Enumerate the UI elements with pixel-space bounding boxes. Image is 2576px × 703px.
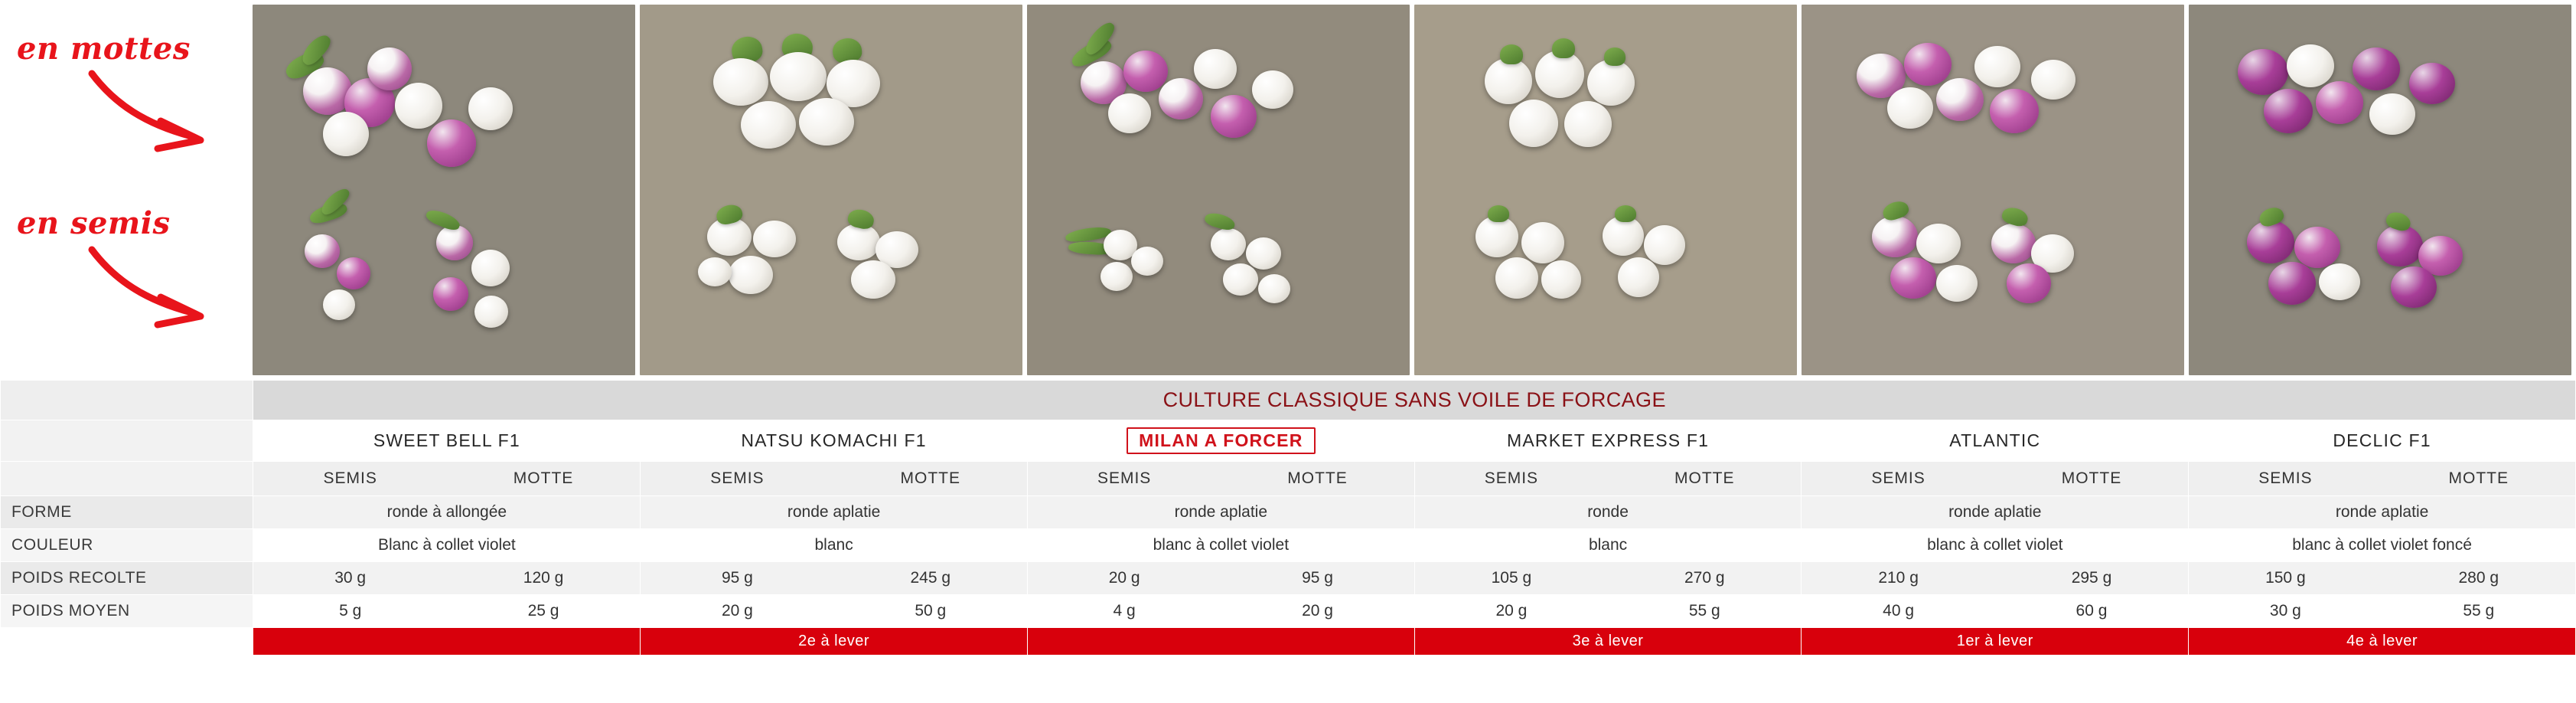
variety-label: NATSU KOMACHI F1 (741, 430, 927, 450)
cell-value: ronde à allongée (386, 503, 507, 521)
cell-value-motte: 295 g (2071, 569, 2112, 587)
mode-header-2 (641, 462, 1028, 496)
table-row-forme (1, 496, 2576, 529)
mode-motte: MOTTE (1287, 469, 1348, 487)
cell-value-semis: 95 g (721, 569, 753, 587)
cell-value: blanc (814, 536, 853, 554)
cell-value-motte: 270 g (1684, 569, 1725, 587)
cell-value-semis: 5 g (339, 602, 362, 620)
poids-moyen-4 (1414, 595, 1802, 628)
cell-value-semis: 20 g (1108, 569, 1140, 587)
comparison-table (0, 380, 2576, 703)
row-label-couleur: COULEUR (1, 529, 253, 562)
cell-value: blanc à collet violet (1153, 536, 1290, 554)
poids-moyen-3 (1027, 595, 1414, 628)
annotation-en-semis: en semis (17, 205, 171, 241)
poids-moyen-5 (1802, 595, 2189, 628)
couleur-6 (2189, 529, 2576, 562)
cell-value-semis: 20 g (1495, 602, 1528, 620)
mode-semis: SEMIS (323, 469, 377, 487)
footer-rank-6: 4e à lever (2189, 628, 2576, 656)
mode-motte: MOTTE (900, 469, 961, 487)
forme-2 (641, 496, 1028, 529)
poids-moyen-2 (641, 595, 1028, 628)
variety-name-3 (1027, 420, 1414, 462)
cell-value-semis: 40 g (1883, 602, 1915, 620)
cell-value: blanc (1588, 536, 1628, 554)
poids-recolte-3 (1027, 562, 1414, 595)
cell-value-semis: 150 g (2265, 569, 2306, 587)
mode-semis: SEMIS (1097, 469, 1152, 487)
couleur-1 (253, 529, 641, 562)
cell-value: blanc à collet violet foncé (2292, 536, 2472, 554)
forme-4 (1414, 496, 1802, 529)
cell-value-motte: 20 g (1302, 602, 1333, 620)
cell-value: ronde (1587, 503, 1629, 521)
variety-name-6 (2189, 420, 2576, 462)
cell-value-semis: 30 g (2269, 602, 2301, 620)
cell-value-motte: 95 g (1302, 569, 1333, 587)
photo-market-express (1414, 5, 1797, 375)
footer-rank-3 (1027, 628, 1414, 656)
variety-row-spacer (1, 420, 253, 462)
poids-moyen-1 (253, 595, 641, 628)
variety-label-highlighted: MILAN A FORCER (1127, 427, 1315, 454)
arrow-down-right-icon (84, 67, 230, 159)
cell-value: ronde aplatie (787, 503, 881, 521)
cell-value-motte: 245 g (910, 569, 951, 587)
mode-header-5 (1802, 462, 2189, 496)
cell-value-motte: 25 g (527, 602, 559, 620)
cell-value: ronde aplatie (2335, 503, 2429, 521)
cell-value-semis: 30 g (334, 569, 367, 587)
variety-label: MARKET EXPRESS F1 (1507, 430, 1710, 450)
mode-semis: SEMIS (1871, 469, 1925, 487)
poids-recolte-6 (2189, 562, 2576, 595)
forme-6 (2189, 496, 2576, 529)
forme-3 (1027, 496, 1414, 529)
variety-header-row (1, 420, 2576, 462)
variety-name-4 (1414, 420, 1802, 462)
mode-header-6 (2189, 462, 2576, 496)
cell-value: ronde aplatie (1174, 503, 1268, 521)
table-title-row (1, 381, 2576, 420)
mode-header-4 (1414, 462, 1802, 496)
forme-1 (253, 496, 641, 529)
poids-recolte-5 (1802, 562, 2189, 595)
mode-row-spacer (1, 462, 253, 496)
row-label-forme: FORME (1, 496, 253, 529)
variety-name-1 (253, 420, 641, 462)
cell-value-motte: 55 g (1688, 602, 1720, 620)
photo-atlantic (1802, 5, 2184, 375)
ranking-footer-row (1, 628, 2576, 656)
mode-semis: SEMIS (710, 469, 765, 487)
couleur-5 (1802, 529, 2189, 562)
poids-moyen-6 (2189, 595, 2576, 628)
mode-motte: MOTTE (513, 469, 574, 487)
mode-header-3 (1027, 462, 1414, 496)
cell-value: blanc à collet violet (1927, 536, 2063, 554)
mode-motte: MOTTE (1674, 469, 1735, 487)
annotation-column (0, 0, 253, 380)
table-row-poids-moyen (1, 595, 2576, 628)
photo-declic (2189, 5, 2571, 375)
couleur-4 (1414, 529, 1802, 562)
mode-header-1 (253, 462, 641, 496)
photo-milan-a-forcer (1027, 5, 1410, 375)
footer-rank-4: 3e à lever (1414, 628, 1802, 656)
title-row-spacer (1, 381, 253, 420)
footer-rank-2: 2e à lever (641, 628, 1028, 656)
variety-name-5 (1802, 420, 2189, 462)
table-row-poids-recolte (1, 562, 2576, 595)
cell-value-semis: 20 g (721, 602, 753, 620)
cell-value-semis: 4 g (1113, 602, 1136, 620)
cell-value: ronde aplatie (1948, 503, 2042, 521)
footer-rank-1 (253, 628, 641, 656)
photo-strip (253, 0, 2576, 380)
cell-value-motte: 60 g (2075, 602, 2108, 620)
poids-recolte-1 (253, 562, 641, 595)
arrow-down-right-icon (84, 244, 230, 335)
mode-semis: SEMIS (1484, 469, 1539, 487)
cell-value: Blanc à collet violet (377, 536, 516, 554)
table-title: CULTURE CLASSIQUE SANS VOILE DE FORCAGE (253, 381, 2576, 420)
table-row-couleur (1, 529, 2576, 562)
cell-value-semis: 105 g (1491, 569, 1532, 587)
cell-value-motte: 120 g (523, 569, 564, 587)
forme-5 (1802, 496, 2189, 529)
mode-motte: MOTTE (2448, 469, 2509, 487)
mode-semis: SEMIS (2258, 469, 2313, 487)
mode-header-row (1, 462, 2576, 496)
photo-sweet-bell (253, 5, 635, 375)
footer-rank-5: 1er à lever (1802, 628, 2189, 656)
couleur-2 (641, 529, 1028, 562)
footer-row-spacer (1, 628, 253, 656)
variety-label: SWEET BELL F1 (373, 430, 520, 450)
annotation-en-mottes: en mottes (17, 31, 191, 67)
cell-value-motte: 55 g (2463, 602, 2495, 620)
variety-name-2 (641, 420, 1028, 462)
cell-value-semis: 210 g (1878, 569, 1919, 587)
cell-value-motte: 50 g (915, 602, 947, 620)
row-label-poids-recolte: POIDS RECOLTE (1, 562, 253, 595)
poids-recolte-2 (641, 562, 1028, 595)
variety-label: DECLIC F1 (2333, 430, 2431, 450)
photo-natsu-komachi (640, 5, 1022, 375)
variety-label: ATLANTIC (1949, 430, 2041, 450)
cell-value-motte: 280 g (2458, 569, 2499, 587)
mode-motte: MOTTE (2061, 469, 2122, 487)
poids-recolte-4 (1414, 562, 1802, 595)
couleur-3 (1027, 529, 1414, 562)
row-label-poids-moyen: POIDS MOYEN (1, 595, 253, 628)
